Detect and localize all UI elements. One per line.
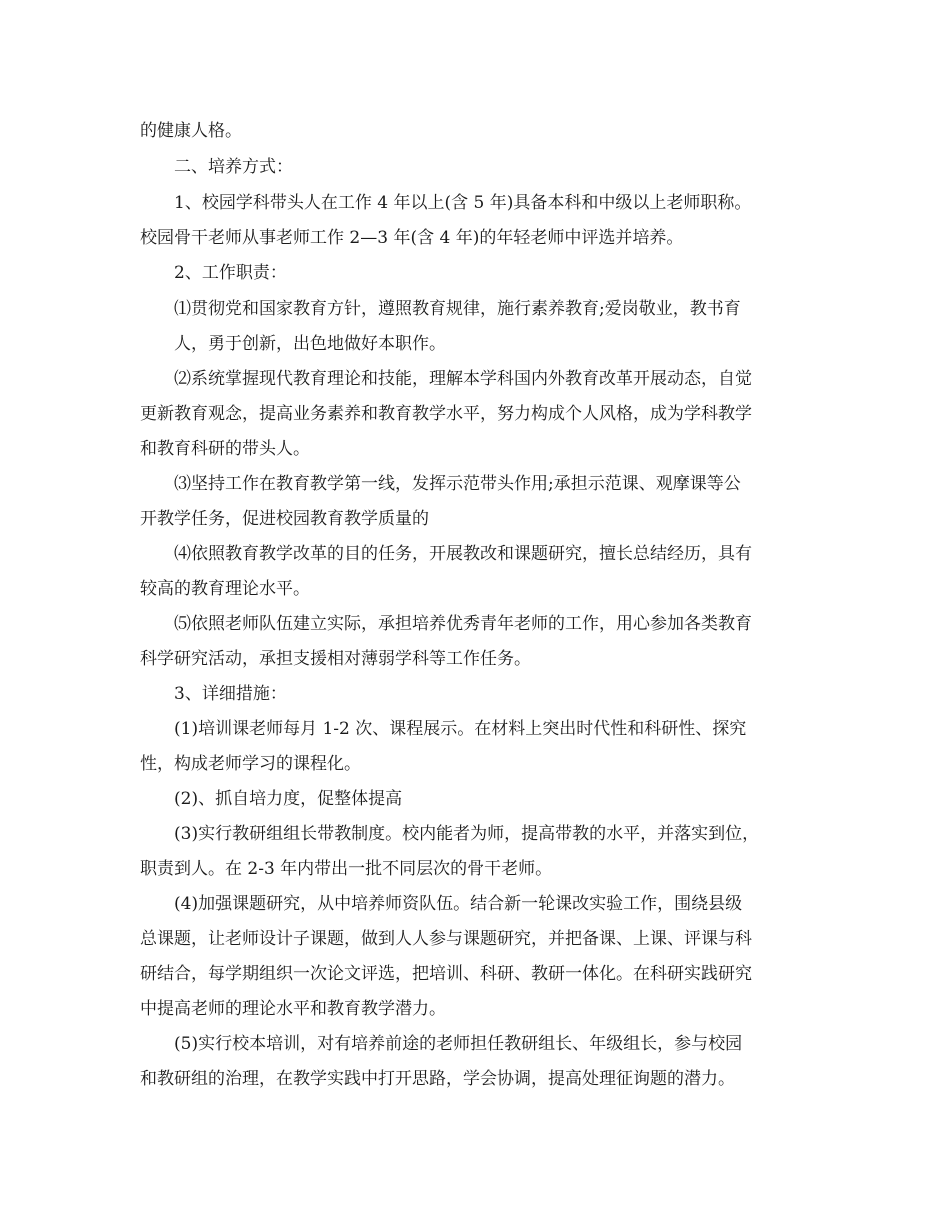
text-line: (2)、抓自培力度，促整体提高 [174,789,403,809]
text-line: 1、校园学科带头人在工作 4 年以上(含 5 年)具备本科和中级以上老师职称。 [174,193,752,213]
text-line: 较高的教育理论水平。 [140,579,310,599]
text-line: 的健康人格。 [140,121,242,141]
text-line: (4)加强课题研究，从中培养师资队伍。结合新一轮课改实验工作，围绕县级 [174,894,743,914]
text-line: 中提高老师的理论水平和教育教学潜力。 [140,999,446,1019]
text-line: (5)实行校本培训，对有培养前途的老师担任教研组长、年级组长，参与校园 [174,1034,743,1054]
text-line: ⑴贯彻党和国家教育方针，遵照教育规律，施行素养教育;爱岗敬业，教书育 [174,299,741,319]
text-line: 人，勇于创新，出色地做好本职作。 [174,334,446,354]
text-line: 和教研组的治理，在教学实践中打开思路，学会协调，提高处理征询题的潜力。 [140,1069,735,1089]
text-line: 性，构成老师学习的课程化。 [140,754,361,774]
section-heading: 2、工作职责： [174,263,287,283]
text-line: ⑶坚持工作在教育教学第一线，发挥示范带头作用;承担示范课、观摩课等公 [174,474,741,494]
text-line: 总课题，让老师设计子课题，做到人人参与课题研究，并把备课、上课、评课与科 [140,929,752,949]
text-line: 科学研究活动，承担支援相对薄弱学科等工作任务。 [140,649,531,669]
text-line: 更新教育观念，提高业务素养和教育教学水平，努力构成个人风格，成为学科教学 [140,404,752,424]
text-line: 开教学任务，促进校园教育教学质量的 [140,509,429,529]
text-line: ⑷依照教育教学改革的目的任务，开展教改和课题研究，擅长总结经历，具有 [174,544,752,564]
text-line: 职责到人。在 2-3 年内带出一批不同层次的骨干老师。 [140,859,553,879]
section-heading: 3、详细措施： [174,684,287,704]
text-line: ⑵系统掌握现代教育理论和技能，理解本学科国内外教育改革开展动态，自觉 [174,369,752,389]
text-line: (3)实行教研组组长带教制度。校内能者为师，提高带教的水平，并落实到位， [174,824,760,844]
text-line: (1)培训课老师每月 1-2 次、课程展示。在材料上突出时代性和科研性、探究 [174,719,747,739]
section-heading: 二、培养方式： [174,157,293,177]
text-line: ⑸依照老师队伍建立实际，承担培养优秀青年老师的工作，用心参加各类教育 [174,614,752,634]
text-line: 研结合，每学期组织一次论文评选，把培训、科研、教研一体化。在科研实践研究 [140,964,752,984]
text-line: 校园骨干老师从事老师工作 2—3 年(含 4 年)的年轻老师中评选并培养。 [140,228,684,248]
text-line: 和教育科研的带头人。 [140,439,310,459]
